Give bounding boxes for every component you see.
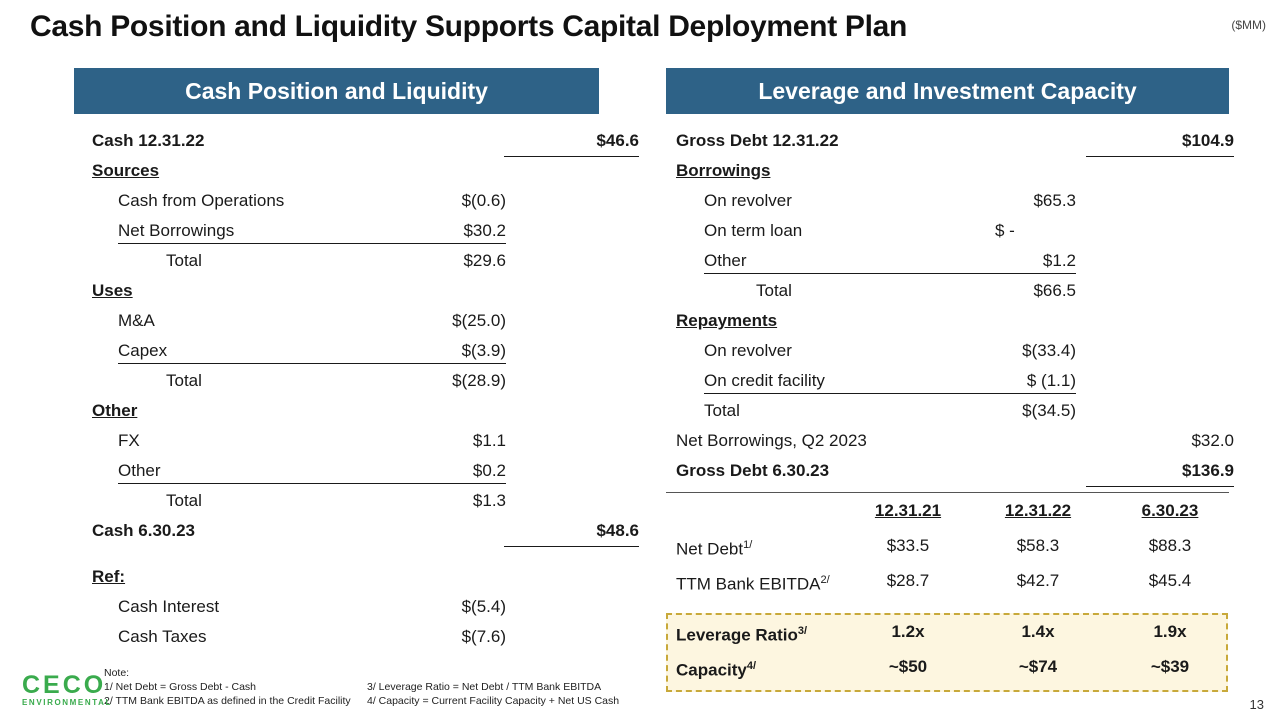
row-label: FX [118,431,140,450]
table-row [666,649,1229,684]
table-cell: ~$50 [888,657,928,676]
table-row [74,126,639,156]
ceco-logo [22,672,112,707]
row-label: Net Borrowings [118,221,235,240]
row-value: $(0.6) [461,191,506,210]
row-label [676,563,830,602]
subtotal-rule [118,483,506,484]
row-value: $1.1 [472,431,506,450]
subtotal-rule [118,363,506,364]
table-row [666,366,1236,396]
row-value-total: $104.9 [1086,126,1234,157]
row-value: $(25.0) [452,311,506,330]
table-cell: $58.3 [1016,536,1060,555]
table-row [666,306,1236,336]
row-value: $(28.9) [452,371,506,390]
spacer [74,546,634,562]
footnote-item: 4/ Capacity = Current Facility Capacity + Net US Cash [367,695,620,707]
table-row [666,426,1236,456]
row-label: Uses [92,281,133,300]
leverage-table [666,492,1229,598]
row-value-total: $136.9 [1086,456,1234,487]
row-label [676,528,752,567]
table-row [666,563,1229,598]
table-cell: $33.5 [886,536,930,555]
subtotal-rule [704,273,1076,274]
footnotes [104,666,620,708]
leverage-highlight-rows [666,614,1229,684]
table-row [74,186,634,216]
row-label: Cash Taxes [118,627,207,646]
row-label-text: TTM Bank EBITDA [676,574,821,594]
table-row [666,276,1236,306]
left-panel-body [74,126,639,652]
table-row [666,528,1229,563]
row-label: Other [704,251,747,270]
logo-tagline: ENVIRONMENTAL [22,698,112,707]
column-header: 6.30.23 [1141,501,1199,520]
units-label: ($MM) [1231,18,1266,32]
row-value: $ (1.1) [1026,371,1076,390]
table-row [74,396,634,426]
row-label: Borrowings [676,161,771,180]
row-label: Total [166,251,202,270]
table-cell: ~$74 [1018,657,1058,676]
table-row [74,306,634,336]
footnote-item: 3/ Leverage Ratio = Net Debt / TTM Bank EBITDA [367,681,602,693]
row-label: Ref: [92,567,126,586]
row-label: Cash 6.30.23 [92,521,196,540]
row-label-text: Capacity [676,660,747,680]
right-panel-body [666,126,1236,486]
row-label: On term loan [704,221,803,240]
table-cell: 1.2x [891,622,925,641]
table-row [74,592,634,622]
row-label: Capex [118,341,168,360]
row-value: $30.2 [463,221,506,240]
table-row [74,486,634,516]
table-row [666,614,1229,649]
table-row [74,456,634,486]
row-label: Total [704,401,740,420]
row-label-text: Leverage Ratio [676,625,798,645]
table-cell: ~$39 [1150,657,1190,676]
table-row [74,516,639,546]
table-cell: $88.3 [1148,536,1192,555]
table-row [74,366,634,396]
table-row [74,336,634,366]
table-row [74,216,634,246]
table-cell: $45.4 [1148,571,1192,590]
row-label: M&A [118,311,155,330]
row-value: $(34.5) [1022,401,1076,420]
row-label: Gross Debt 12.31.22 [676,131,839,150]
row-value: $65.3 [1033,191,1076,210]
row-label-text: Net Debt [676,539,744,559]
row-value: $1.3 [472,491,506,510]
row-label: Cash 12.31.22 [92,131,205,150]
row-value: $0.2 [472,461,506,480]
footnote-item: 1/ Net Debt = Gross Debt - Cash [104,681,257,693]
row-label: On revolver [704,191,792,210]
subtotal-rule [118,243,506,244]
page-title: Cash Position and Liquidity Supports Capital Deployment Plan [30,10,908,43]
row-label [676,614,807,653]
table-header-row [666,493,1229,528]
row-label: Gross Debt 6.30.23 [676,461,830,480]
logo-name: CECO [22,671,107,699]
table-row [666,246,1236,276]
table-row [74,562,634,592]
row-label: Cash from Operations [118,191,285,210]
row-value-total: $46.6 [504,126,639,157]
table-cell: $42.7 [1016,571,1060,590]
row-label: Sources [92,161,160,180]
table-row [666,396,1236,426]
row-value: $32.0 [1191,431,1234,450]
footnote-marker: 3/ [797,625,808,637]
row-label: On credit facility [704,371,825,390]
table-row [666,336,1236,366]
page-number: 13 [1249,697,1264,712]
table-row [666,216,1236,246]
row-value: $(33.4) [1022,341,1076,360]
table-cell: $28.7 [886,571,930,590]
right-panel-header: Leverage and Investment Capacity [666,68,1229,114]
table-row [74,276,634,306]
table-cell: 1.9x [1153,622,1187,641]
left-panel-header: Cash Position and Liquidity [74,68,599,114]
table-row [666,456,1236,486]
row-label: Total [166,491,202,510]
row-label: Total [166,371,202,390]
table-row [666,156,1236,186]
row-label: On revolver [704,341,792,360]
footnote-marker: 1/ [743,539,753,551]
footnote-item: 2/ TTM Bank EBITDA as defined in the Credit Facility [104,695,351,707]
row-value: $29.6 [463,251,506,270]
subtotal-rule [704,393,1076,394]
table-row [74,622,634,652]
row-label: Net Borrowings, Q2 2023 [676,431,867,450]
row-value: $(7.6) [461,627,506,646]
table-row [666,126,1236,156]
row-value: $66.5 [1033,281,1076,300]
row-label: Total [756,281,792,300]
row-value: $ - [995,221,1015,240]
row-label: Other [118,461,161,480]
row-value: $(3.9) [461,341,506,360]
column-header: 12.31.22 [1004,501,1072,520]
column-header: 12.31.21 [874,501,942,520]
row-label: Other [92,401,138,420]
footnotes-right [367,680,697,708]
footnote-heading: Note: [104,667,130,679]
table-row [74,426,634,456]
footnote-marker: 2/ [820,574,830,586]
row-label: Repayments [676,311,778,330]
footnote-marker: 4/ [746,660,757,672]
row-value: $1.2 [1042,251,1076,270]
row-value: $(5.4) [461,597,506,616]
table-row [74,156,634,186]
table-row [74,246,634,276]
row-value-total: $48.6 [504,516,639,547]
row-label: Cash Interest [118,597,220,616]
table-row [666,186,1236,216]
table-cell: 1.4x [1021,622,1055,641]
